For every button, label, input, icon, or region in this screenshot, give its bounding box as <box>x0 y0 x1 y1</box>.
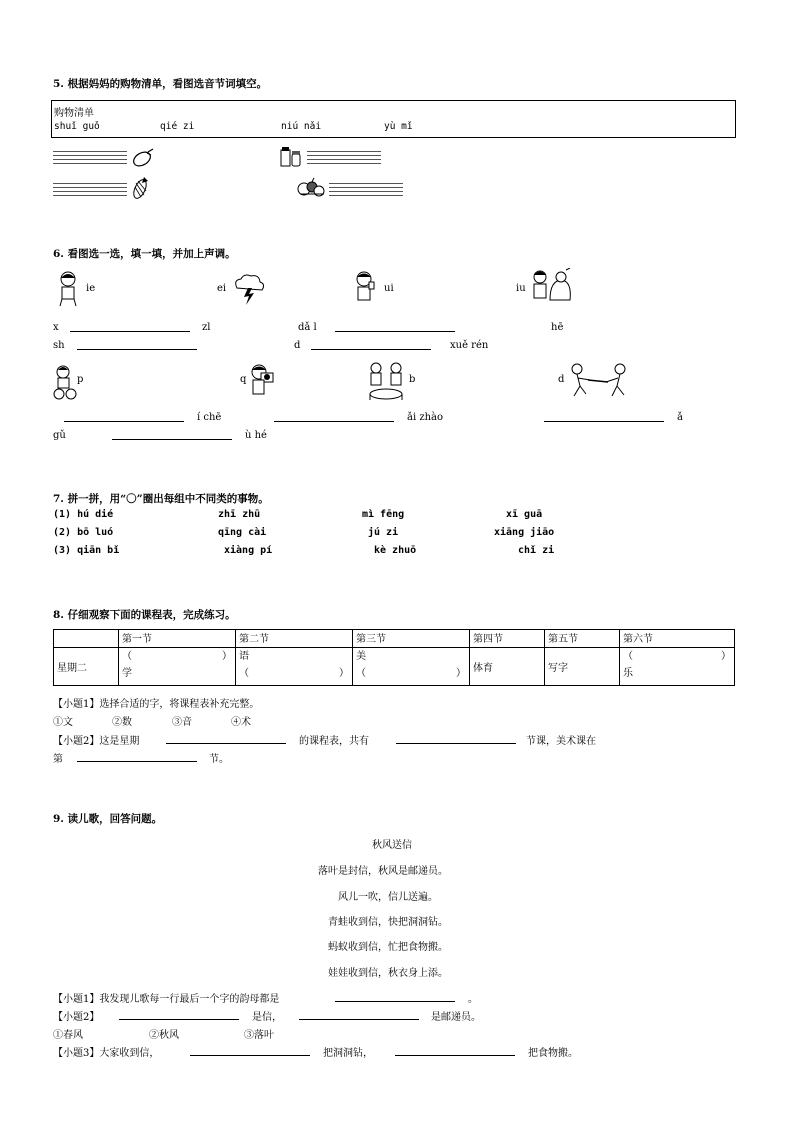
cell-period-4: 体育 <box>470 648 545 686</box>
girl-icon <box>53 270 83 308</box>
cell-3-top: 美 <box>356 651 366 662</box>
label-ei: ei <box>217 283 227 294</box>
row2-xueren: xuě rén <box>450 340 489 351</box>
label-p: p <box>77 374 84 385</box>
header-period-3: 第三节 <box>353 630 470 648</box>
camera-boy-icon <box>247 363 279 397</box>
q7-row3-d: chǐ zi <box>518 545 555 556</box>
q7-row1-d: xī guā <box>506 509 543 520</box>
child-bike-icon <box>53 364 79 400</box>
shopping-list-box <box>51 100 736 138</box>
thunder-cloud-icon <box>231 272 267 306</box>
q7-row3-b: xiàng pí <box>224 545 273 556</box>
cell-period-5: 写字 <box>545 648 620 686</box>
label-q: q <box>240 374 247 385</box>
paren-close: ） <box>339 668 349 679</box>
cell-period-6[interactable] <box>620 648 735 686</box>
q8-option-1: ①文 <box>53 717 73 728</box>
q9-option-3: ③落叶 <box>244 1030 274 1041</box>
day-cell: 星期二 <box>54 648 119 686</box>
q8-option-4: ④术 <box>231 717 251 728</box>
label-d: d <box>558 374 565 385</box>
q9-sub2-b: 是信， <box>252 1012 282 1023</box>
label-ui: ui <box>384 283 394 294</box>
four-line-blank-2[interactable] <box>307 148 381 164</box>
q7-row1-a: (1) hú dié <box>53 509 114 520</box>
header-period-2: 第二节 <box>236 630 353 648</box>
four-line-blank-4[interactable] <box>329 180 403 196</box>
shopping-list-title: 购物清单 <box>54 108 94 119</box>
word-niunai: niú nǎi <box>281 121 322 132</box>
blank-8-2[interactable] <box>396 743 516 744</box>
fruit-icon <box>296 176 328 200</box>
word-yumi: yù mǐ <box>384 121 413 132</box>
poem-line-4: 蚂蚁收到信，忙把食物搬。 <box>328 942 448 953</box>
paren-close: ） <box>456 668 466 679</box>
row4-uhe: ù hé <box>245 430 267 441</box>
blank-9-2[interactable] <box>119 1019 239 1020</box>
row1-dal: dǎ l <box>298 322 317 333</box>
q7-row2-a: (2) bō luó <box>53 527 114 538</box>
eggplant-icon <box>131 146 157 168</box>
word-shuiguo: shuǐ guǒ <box>54 121 100 132</box>
drummers-icon <box>364 360 408 402</box>
q7-row1-b: zhī zhū <box>218 509 261 520</box>
q9-option-1: ①春风 <box>53 1030 83 1041</box>
blank-9-1[interactable] <box>335 1001 455 1002</box>
q7-row2-b: qīng cài <box>218 527 267 538</box>
header-period-6: 第六节 <box>620 630 735 648</box>
blank-6-5[interactable] <box>64 421 184 422</box>
question-6-title: 6. 看图选一选，填一填，并加上声调。 <box>53 248 236 260</box>
question-9-title: 9. 读儿歌，回答问题。 <box>53 813 163 825</box>
cell-period-1[interactable] <box>119 648 236 686</box>
row1-zl: zl <box>202 322 211 333</box>
schedule-corner <box>54 630 119 648</box>
q9-sub1-a: 【小题1】我发现儿歌每一行最后一个字的韵母都是 <box>53 994 280 1005</box>
cell-1-bottom: 学 <box>122 668 132 679</box>
header-period-1: 第一节 <box>119 630 236 648</box>
q7-row3-c: kè zhuō <box>374 545 417 556</box>
q8-sub2-b: 的课程表，共有 <box>299 736 369 747</box>
q7-row2-c: jú zi <box>368 527 399 538</box>
blank-9-5[interactable] <box>395 1055 515 1056</box>
blank-6-2[interactable] <box>335 331 455 332</box>
poem-title: 秋风送信 <box>372 840 412 851</box>
q9-sub2-a: 【小题2】 <box>53 1012 100 1023</box>
schedule-table <box>53 629 735 686</box>
cell-period-3[interactable] <box>353 648 470 686</box>
poem-line-1: 落叶是封信，秋风是邮递员。 <box>318 866 448 877</box>
poem-line-2: 风儿一吹，信儿送遍。 <box>338 892 438 903</box>
row1-x: x <box>53 322 59 333</box>
blank-6-8[interactable] <box>112 439 232 440</box>
q9-option-2: ②秋风 <box>149 1030 179 1041</box>
word-qiezi: qié zi <box>160 121 195 132</box>
q8-sub2-c: 节课，美术课在 <box>526 736 596 747</box>
row3-a: ǎ <box>677 412 683 423</box>
q7-row1-c: mì fēng <box>362 509 405 520</box>
paren-close: ） <box>222 651 232 662</box>
blank-6-3[interactable] <box>77 349 197 350</box>
poem-line-3: 青蛙收到信，快把洞洞钻。 <box>328 917 448 928</box>
cell-period-2[interactable] <box>236 648 353 686</box>
corn-icon <box>128 175 152 201</box>
row1-he: hē <box>551 322 564 333</box>
q8-sub1: 【小题1】选择合适的字，将课程表补充完整。 <box>53 699 260 710</box>
row3-aizhao: ǎi zhào <box>407 412 444 423</box>
blank-6-4[interactable] <box>311 349 431 350</box>
blank-8-1[interactable] <box>166 743 286 744</box>
q8-option-3: ③音 <box>172 717 192 728</box>
q8-sub2-e: 节。 <box>209 754 229 765</box>
four-line-blank-3[interactable] <box>53 180 127 196</box>
row2-sh: sh <box>53 340 65 351</box>
question-5-title: 5. 根据妈妈的购物清单，看图选音节词填空。 <box>53 78 268 90</box>
blank-6-1[interactable] <box>70 331 190 332</box>
paren-open: （ <box>623 651 633 662</box>
row2-d: d <box>294 340 301 351</box>
row4-gu: gǔ <box>53 430 66 441</box>
q8-sub2-a: 【小题2】这是星期 <box>53 736 140 747</box>
q8-option-2: ②数 <box>112 717 132 728</box>
q9-sub2-c: 是邮递员。 <box>431 1012 481 1023</box>
q9-sub1-b: 。 <box>468 994 478 1005</box>
blank-6-7[interactable] <box>544 421 664 422</box>
q7-row2-d: xiāng jiāo <box>494 527 555 538</box>
paren-close: ） <box>721 651 731 662</box>
paren-open: （ <box>356 668 366 679</box>
q8-sub2-d: 第 <box>53 754 63 765</box>
paren-open: （ <box>122 651 132 662</box>
cell-2-top: 语 <box>239 651 249 662</box>
cooking-people-icon <box>528 268 574 308</box>
boy-drinking-icon <box>350 270 380 306</box>
tug-of-war-icon <box>568 362 630 400</box>
blank-9-3[interactable] <box>299 1019 419 1020</box>
blank-6-6[interactable] <box>274 421 394 422</box>
q9-sub3-b: 把洞洞钻， <box>323 1048 373 1059</box>
label-iu: iu <box>516 283 526 294</box>
header-period-5: 第五节 <box>545 630 620 648</box>
q9-sub3-a: 【小题3】大家收到信， <box>53 1048 160 1059</box>
poem-line-5: 娃娃收到信，秋衣身上添。 <box>328 968 448 979</box>
question-8-title: 8. 仔细观察下面的课程表，完成练习。 <box>53 609 236 621</box>
blank-9-4[interactable] <box>190 1055 310 1056</box>
q7-row3-a: (3) qiān bǐ <box>53 545 120 556</box>
paren-open: （ <box>239 668 249 679</box>
blank-8-3[interactable] <box>77 761 197 762</box>
label-b: b <box>409 374 416 385</box>
milk-icon <box>279 145 305 169</box>
cell-6-bottom: 乐 <box>623 668 633 679</box>
row3-iche: í chē <box>197 412 222 423</box>
header-period-4: 第四节 <box>470 630 545 648</box>
four-line-blank-1[interactable] <box>53 148 127 164</box>
q9-sub3-c: 把食物搬。 <box>528 1048 578 1059</box>
question-7-title: 7. 拼一拼，用“〇”圈出每组中不同类的事物。 <box>53 493 269 505</box>
label-ie: ie <box>86 283 96 294</box>
